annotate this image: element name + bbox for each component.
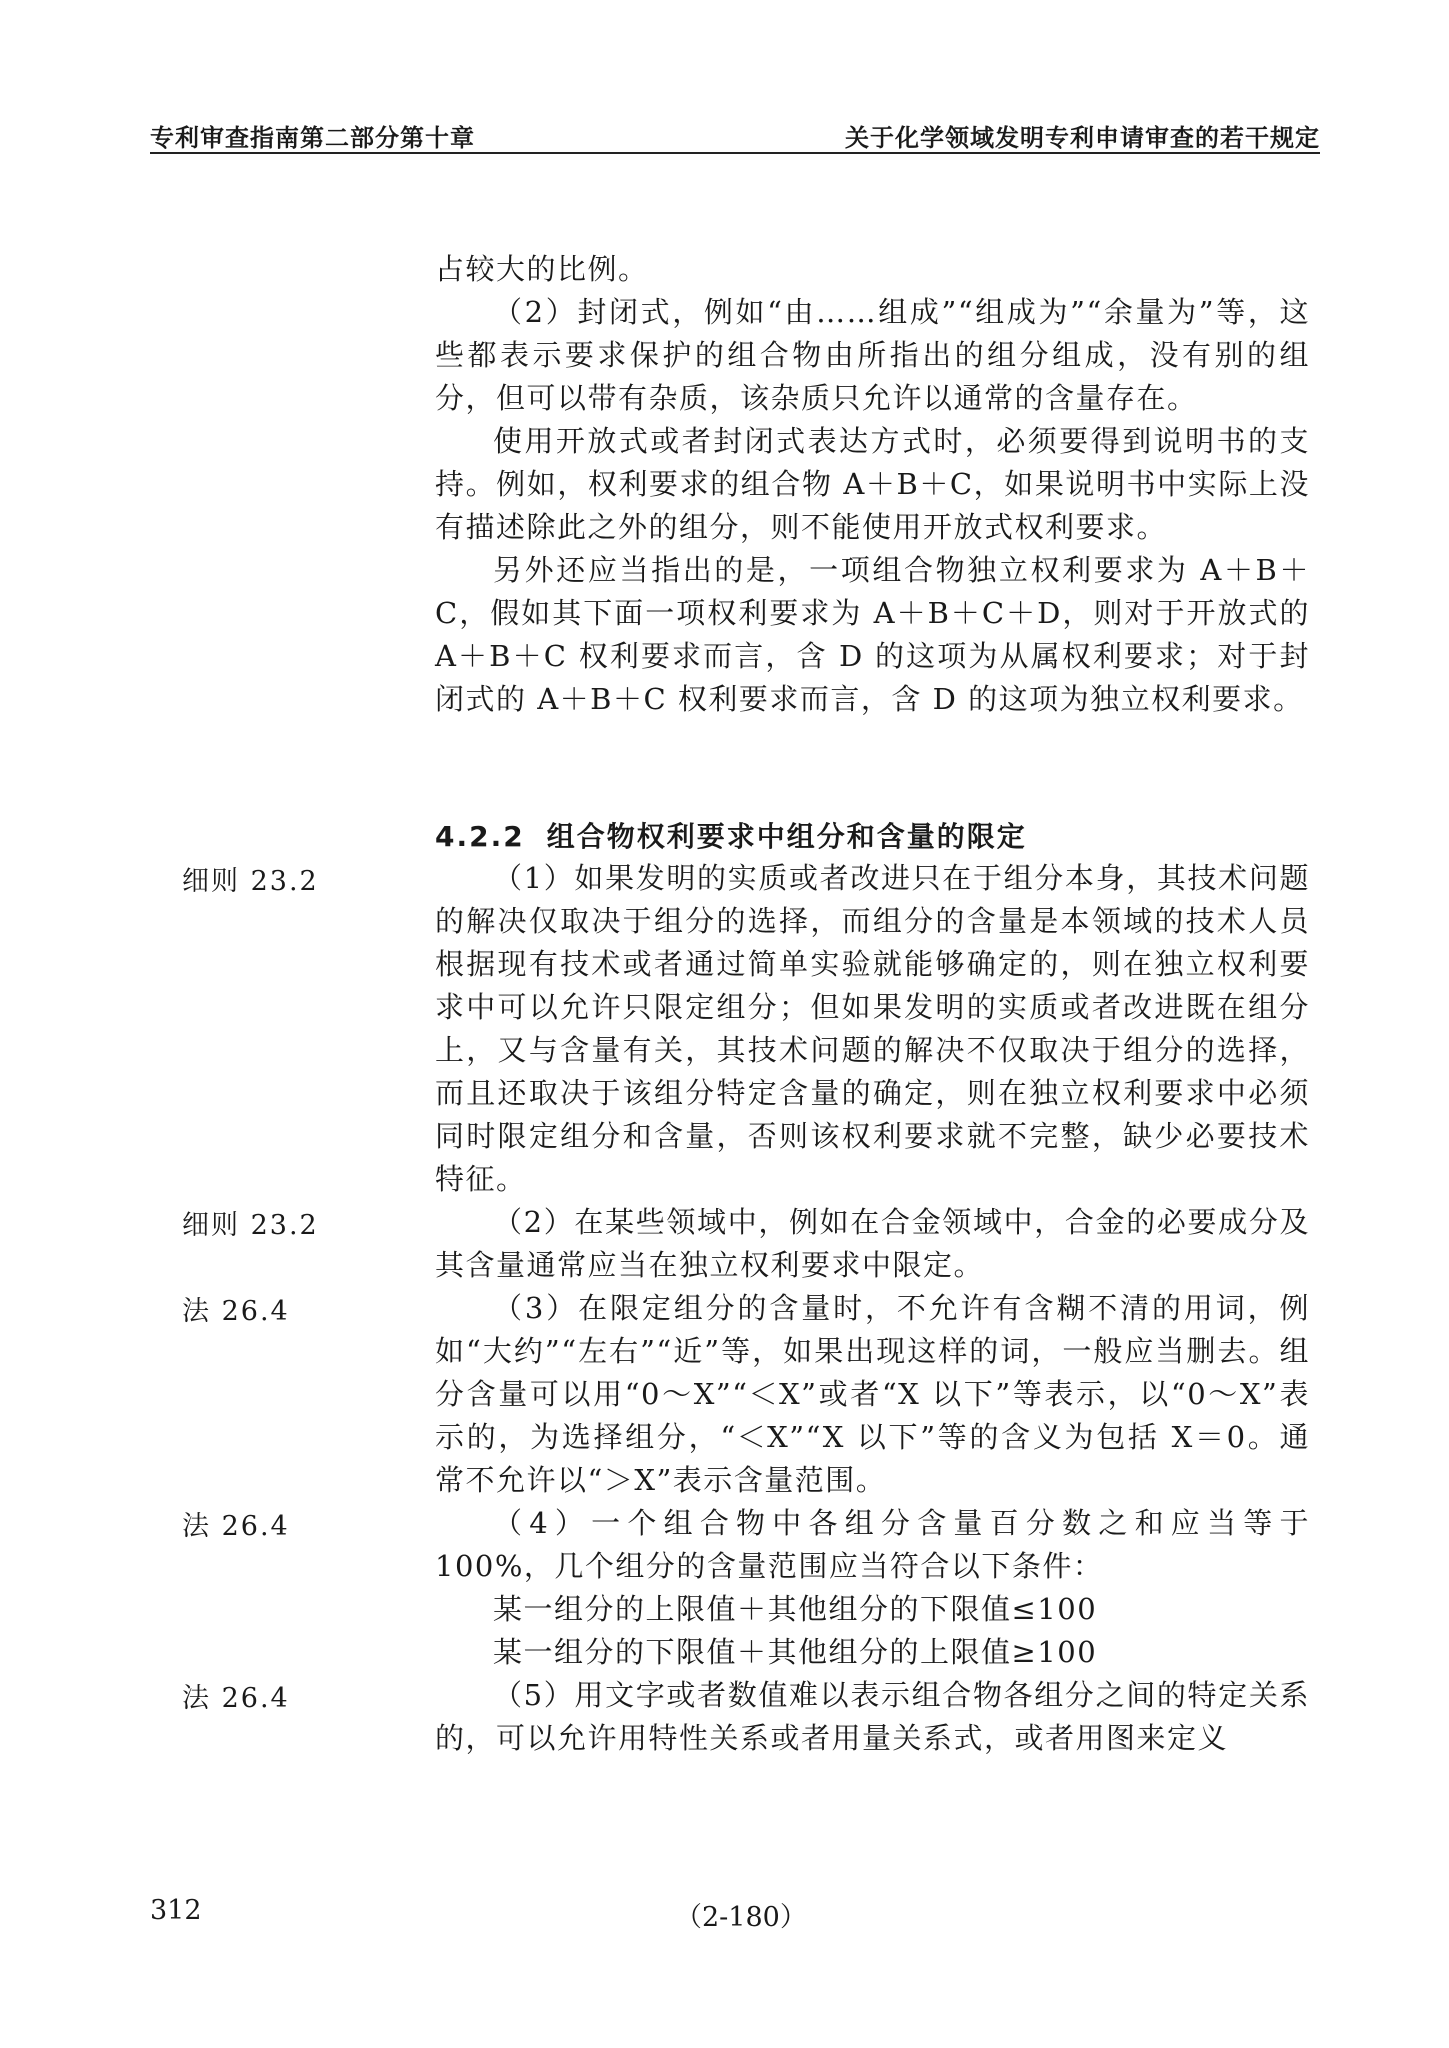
item-1: （1）如果发明的实质或者改进只在于组分本身，其技术问题的解决仅取决于组分的选择，而组分的含量是本领域的技术人员根据现有技术或者通过简单实验就能够确定的，则在独立权利要求中可以允许只限定组分；但如果发明的实质或者改进既在组分上，又与含量有关，其技术问题的解决不仅取决于组分的选择，而且还取决于该组分特定含量的确定，则在独立权利要求中必须同时限定组分和含量，否则该权利要求就不完整，缺少必要技术特征。 <box>435 861 1310 1196</box>
page-reference: （2-180） <box>675 1902 807 1933</box>
paragraph-dependent-claims: 另外还应当指出的是，一项组合物独立权利要求为 A＋B＋C，假如其下面一项权利要求为 A＋B＋C＋D，则对于开放式的 A＋B＋C 权利要求而言，含 D 的这项为从属权利要求；对于封闭式的 A＋B＋C 权利要求而言，含 D 的这项为独立权利要求。 <box>435 553 1310 716</box>
margin-note-law-26-4-c: 法 26.4 <box>182 1683 290 1714</box>
margin-note-law-26-4: 法 26.4 <box>182 1296 290 1327</box>
section-heading <box>435 815 1027 855</box>
running-header <box>150 118 1320 154</box>
margin-note-rule-23-2-b: 细则 23.2 <box>182 1210 319 1241</box>
items-text-block <box>435 857 1310 1760</box>
section-title-text: 组合物权利要求中组分和含量的限定 <box>546 820 1027 853</box>
paragraph-support: 使用开放式或者封闭式表达方式时，必须要得到说明书的支持。例如，权利要求的组合物 A＋B＋C，如果说明书中实际上没有描述除此之外的组分，则不能使用开放式权利要求。 <box>435 424 1310 544</box>
formula-upper: 某一组分的上限值＋其他组分的下限值≤100 <box>493 1592 1098 1626</box>
page-number: 312 <box>150 1895 202 1926</box>
top-text-block <box>435 248 1310 721</box>
section-number: 4.2.2 <box>435 820 525 853</box>
item-2: （2）在某些领域中，例如在合金领域中，合金的必要成分及其含量通常应当在独立权利要求中限定。 <box>435 1205 1310 1282</box>
item-5: （5）用文字或者数值难以表示组合物各组分之间的特定关系的，可以允许用特性关系或者用量关系式，或者用图来定义 <box>435 1678 1310 1755</box>
formula-lower: 某一组分的下限值＋其他组分的上限值≥100 <box>493 1635 1098 1669</box>
item-4: （4）一个组合物中各组分含量百分数之和应当等于 100%，几个组分的含量范围应当符合以下条件： <box>435 1506 1310 1583</box>
paragraph-closed-form: （2）封闭式，例如“由……组成”“组成为”“余量为”等，这些都表示要求保护的组合物由所指出的组分组成，没有别的组分，但可以带有杂质，该杂质只允许以通常的含量存在。 <box>435 295 1310 415</box>
item-3: （3）在限定组分的含量时，不允许有含糊不清的用词，例如“大约”“左右”“近”等，如果出现这样的词，一般应当删去。组分含量可以用“0～X”“＜X”或者“X 以下”等表示，以“0～X”表示的，为选择组分，“＜X”“X 以下”等的含义为包括 X＝0。通常不允许以“＞X”表示含量范围。 <box>435 1291 1310 1497</box>
header-divider <box>150 152 1320 154</box>
margin-note-rule-23-2: 细则 23.2 <box>182 866 319 897</box>
header-chapter: 专利审查指南第二部分第十章 <box>150 123 475 152</box>
header-section-title: 关于化学领域发明专利申请审查的若干规定 <box>845 123 1320 152</box>
margin-note-law-26-4-b: 法 26.4 <box>182 1511 290 1542</box>
paragraph-continuation: 占较大的比例。 <box>435 252 649 286</box>
